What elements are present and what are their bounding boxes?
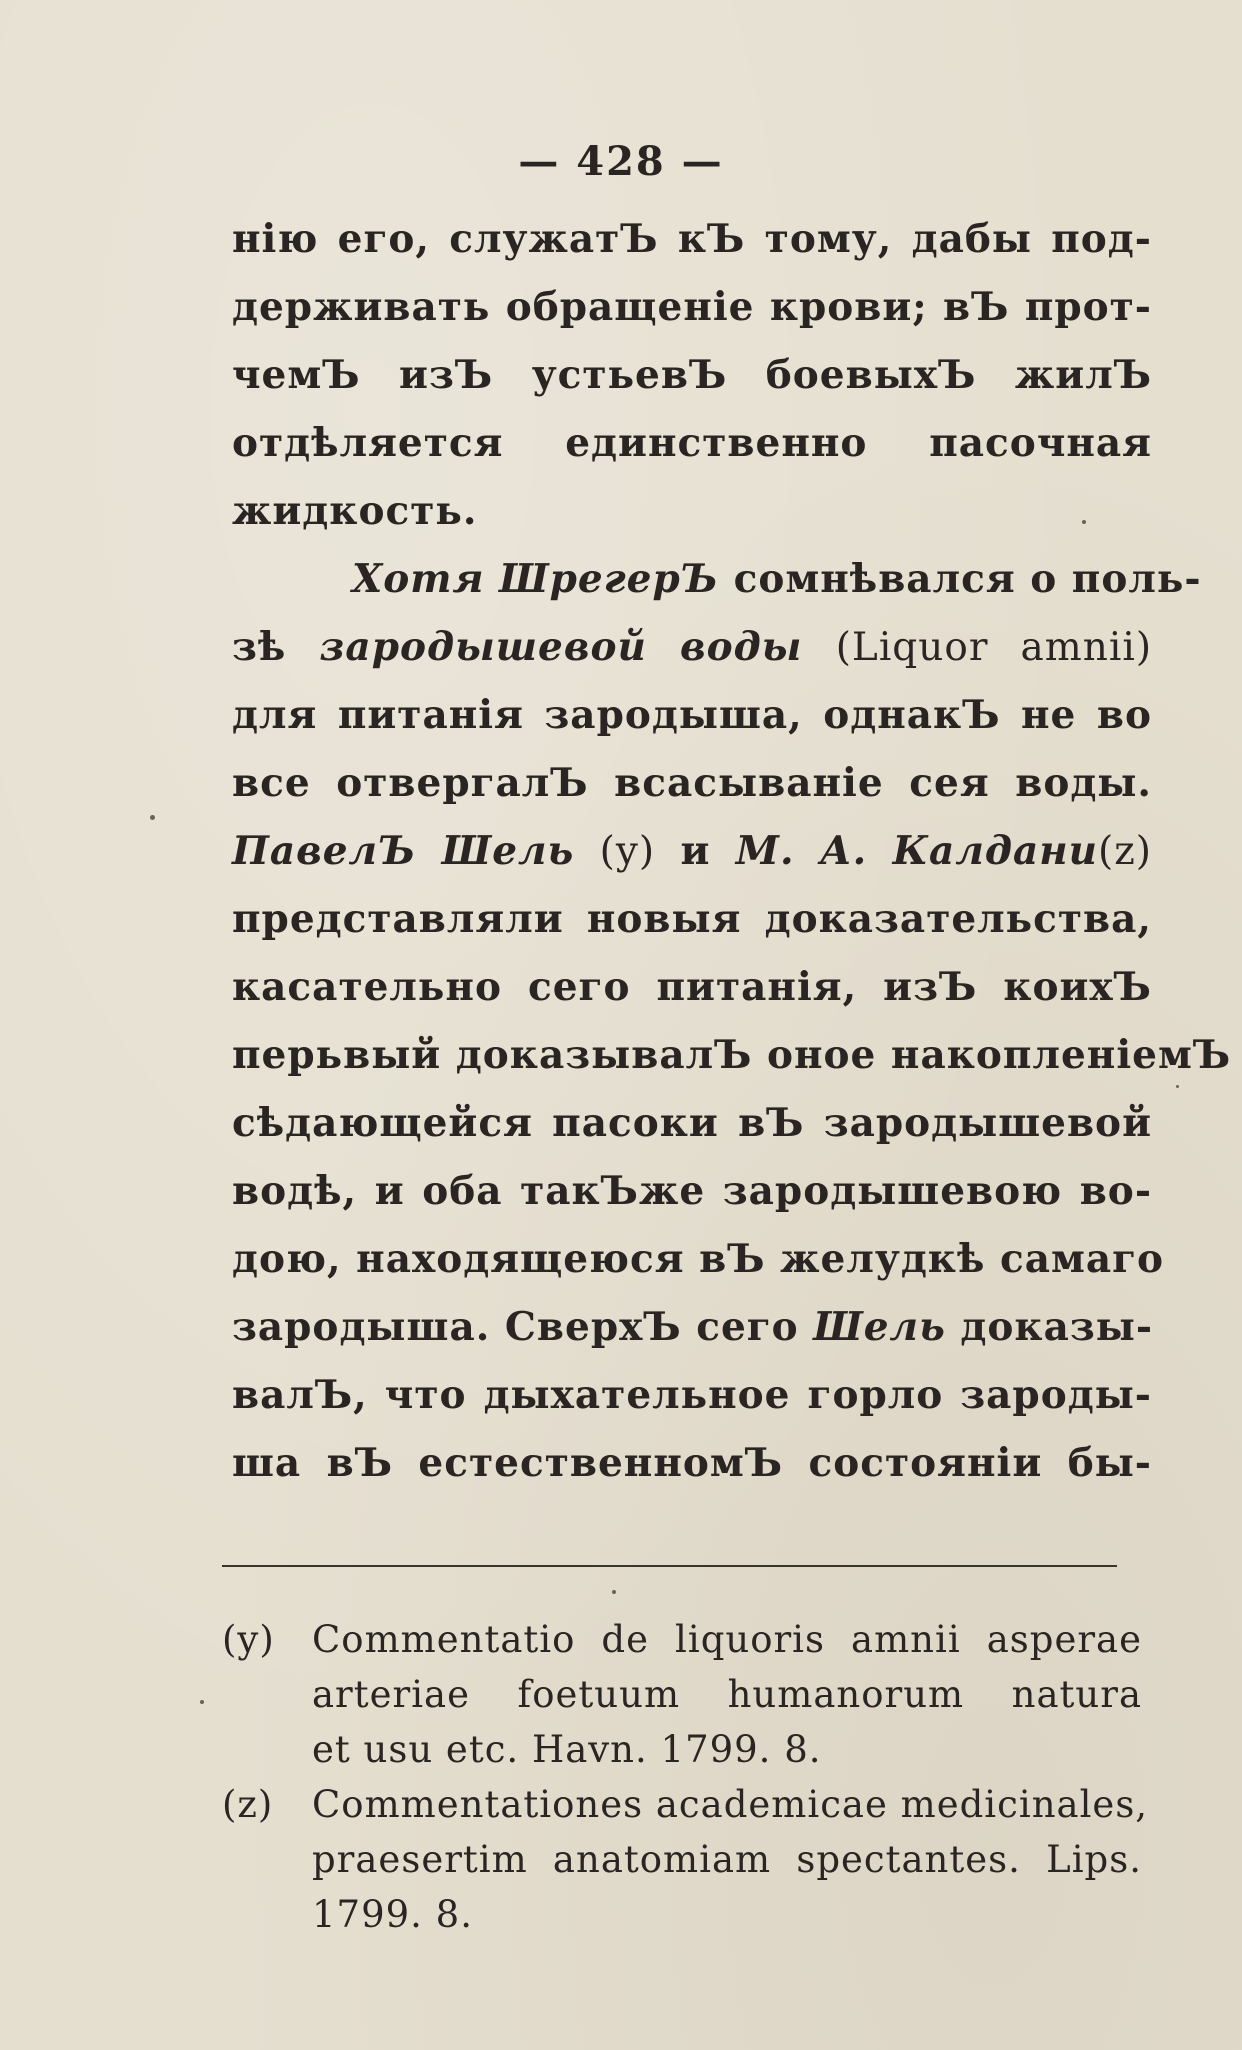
text-line: касательно сего питанія, изЪ коихЪ <box>232 964 1152 1010</box>
text-line: нію его, служатЪ кЪ тому, дабы под- <box>232 216 1152 262</box>
footnote-mark: (y) <box>222 1618 275 1661</box>
paper-speck <box>1082 520 1086 524</box>
text-line <box>232 1293 1152 1361</box>
footnote-line: Commentationes academicae medicinales, <box>312 1783 1149 1826</box>
footnote-line: Commentatio de liquoris amnii asperae <box>312 1618 1142 1661</box>
body-text <box>232 205 1232 1497</box>
footnote-divider <box>222 1565 1117 1567</box>
page-number: — 428 — <box>518 138 724 185</box>
term-italic: зародышевой воды <box>319 624 803 670</box>
text-line: дою, находящеюся вЪ желудкѣ самаго <box>232 1236 1165 1282</box>
author-name-schel-2: Шель <box>813 1304 946 1350</box>
text-line: ша вЪ естественномЪ состояніи бы- <box>232 1440 1152 1486</box>
latin-term: (Liquor amnii) <box>835 625 1153 670</box>
text-fragment: зѣ <box>232 624 287 670</box>
text-line: для питанія зародыша, однакЪ не во <box>232 692 1152 738</box>
text-line: перьвый доказывалЪ оное накопленіемЪ <box>232 1032 1232 1078</box>
footnote-ref-y: (y) <box>599 829 656 874</box>
author-name-schreger: Хотя ШрегерЪ <box>352 556 720 602</box>
text-line: отдѣляется единственно пасочная <box>232 420 1152 466</box>
text-line: водѣ, и оба такЪже зародышевою во- <box>232 1168 1152 1214</box>
footnote-mark: (z) <box>222 1783 274 1826</box>
paper-speck <box>200 1700 204 1704</box>
text-line: валЪ, что дыхательное горло зароды- <box>232 1372 1152 1418</box>
paper-speck <box>150 815 155 820</box>
text-line: все отвергалЪ всасываніе сея воды. <box>232 760 1152 806</box>
footnote-line: arteriae foetuum humanorum natura <box>312 1673 1142 1716</box>
footnote-ref-z: (z) <box>1098 829 1153 874</box>
footnote-line: et usu etc. Havn. 1799. 8. <box>312 1728 822 1771</box>
footnote-line: praesertim anatomiam spectantes. Lips. <box>312 1838 1142 1881</box>
text-line: чемЪ изЪ устьевЪ боевыхЪ жилЪ <box>232 352 1152 398</box>
text-line <box>232 613 1152 681</box>
author-name-schel: ПавелЪ Шель <box>232 828 575 874</box>
text-fragment: сомнѣвался о поль- <box>733 556 1202 602</box>
paper-speck <box>1176 1085 1179 1088</box>
footnotes <box>222 1612 1149 1942</box>
author-name-caldani: М. А. Калдани <box>735 828 1099 874</box>
text-line <box>232 545 1202 613</box>
text-line: представляли новыя доказательства, <box>232 896 1152 942</box>
text-fragment: зародыша. СверхЪ сего <box>232 1304 799 1350</box>
text-fragment: и <box>680 828 711 874</box>
text-line: сѣдающейся пасоки вЪ зародышевой <box>232 1100 1152 1146</box>
footnote-z <box>222 1777 1149 1942</box>
text-fragment: доказы- <box>960 1304 1154 1350</box>
paper-speck <box>612 1590 616 1594</box>
text-line: жидкость. <box>232 488 478 534</box>
footnote-line: 1799. 8. <box>312 1893 473 1936</box>
text-line: держивать обращеніе крови; вЪ прот- <box>232 284 1152 330</box>
text-line <box>232 817 1152 885</box>
footnote-y <box>222 1612 1142 1777</box>
